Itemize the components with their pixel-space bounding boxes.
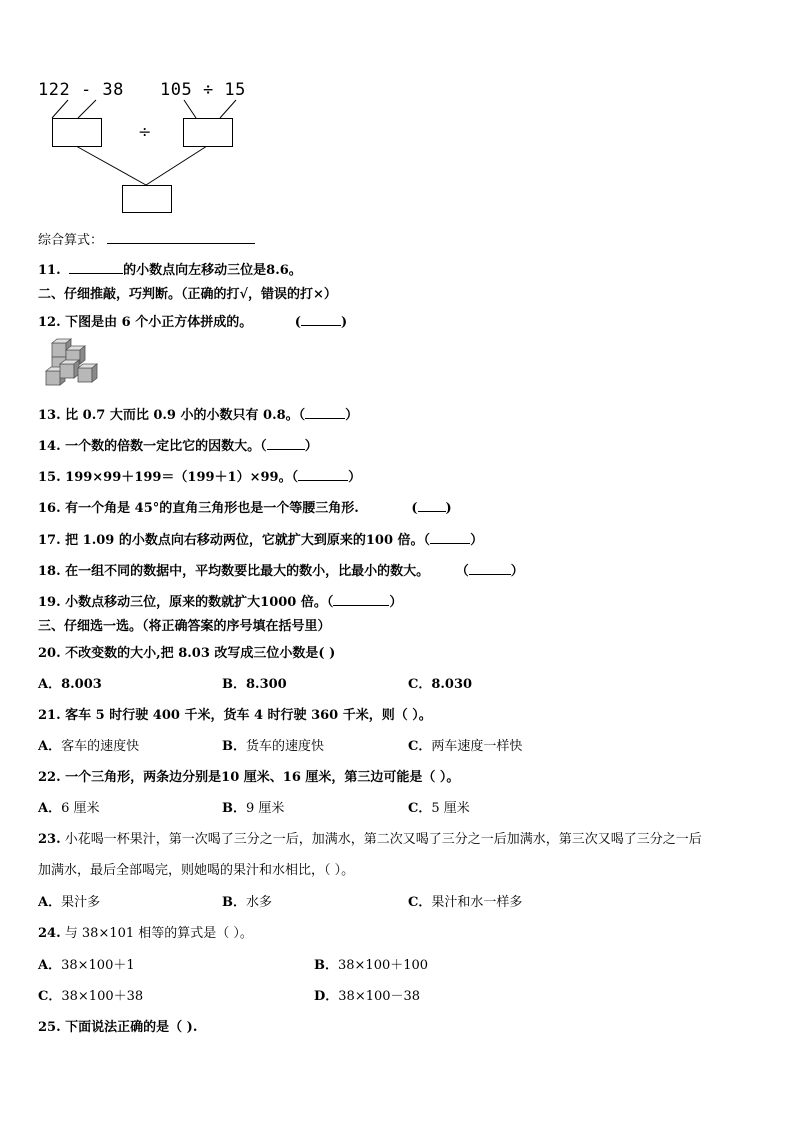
option-b[interactable]: B．9 厘米 [222,801,285,816]
question-text: 小数点移动三位，原来的数就扩大1000 倍。 [65,595,327,610]
question-text: 一个三角形，两条边分别是10 厘米、16 厘米，第三边可能是（ ）。 [65,770,460,785]
question-text: 把 1.09 的小数点向右移动两位，它就扩大到原来的100 倍。 [65,533,424,548]
option-c[interactable]: C．两车速度一样快 [408,739,523,754]
expression-right: 105 ÷ 15 [160,80,246,100]
question-text: 下面说法正确的是（ ). [65,1020,198,1035]
answer-blank[interactable] [305,406,345,419]
question-text: 客车 5 时行驶 400 千米，货车 4 时行驶 360 千米，则（ ）。 [65,708,432,723]
option-b[interactable]: B．货车的速度快 [222,739,325,754]
question-number: 16. [38,501,61,516]
section-3-title: 三、仔细选一选。（将正确答案的序号填在括号里） [38,619,331,634]
question-number: 13. [38,408,61,423]
question-20 [38,646,335,662]
question-text: 199×99＋199＝（199＋1）×99。 [65,470,292,485]
formula-label: 综合算式： [38,233,104,248]
question-number: 17. [38,533,61,548]
question-25 [38,1020,197,1036]
question-text: 下图是由 6 个小正方体拼成的。 [65,315,253,330]
option-b[interactable]: B．水多 [222,895,273,910]
option-a[interactable]: A．果汁多 [38,895,101,910]
question-number: 25. [38,1020,61,1035]
question-text: 不改变数的大小,把 8.03 改写成三位小数是( ) [65,646,336,661]
option-d[interactable]: D．38×100－38 [314,989,421,1004]
question-number: 18. [38,564,61,579]
question-number: 19. [38,595,61,610]
question-22 [38,770,459,786]
expression-left: 122 - 38 [38,80,124,100]
question-21 [38,708,432,724]
question-19: 19. 小数点移动三位，原来的数就扩大1000 倍。（ ） [38,595,403,610]
question-number: 12. [38,315,61,330]
question-text: 的小数点向左移动三位是8.6。 [123,263,302,278]
question-number: 21. [38,708,61,723]
option-a[interactable]: A．6 厘米 [38,801,100,816]
question-23 [38,832,702,848]
question-number: 14. [38,439,61,454]
answer-blank[interactable] [333,593,389,606]
answer-blank[interactable] [418,499,446,512]
question-23-continued: 加满水，最后全部喝完，则她喝的果汁和水相比，（ ）。 [38,863,355,878]
question-number: 20. [38,646,61,661]
question-24 [38,926,253,942]
divide-symbol: ÷ [138,122,152,141]
answer-blank[interactable] [267,437,305,450]
option-b[interactable]: B．38×100＋100 [314,958,429,973]
option-c[interactable]: C．5 厘米 [408,801,470,816]
answer-blank[interactable] [469,562,511,575]
answer-blank[interactable] [298,468,348,481]
section-2-title: 二、仔细推敲，巧判断。（正确的打√，错误的打×） [38,287,337,302]
option-a[interactable]: A．38×100＋1 [38,958,135,973]
question-text: 有一个角是 45°的直角三角形也是一个等腰三角形. [65,501,359,516]
option-c[interactable]: C．果汁和水一样多 [408,895,523,910]
question-13: 13. 比 0.7 大而比 0.9 小的小数只有 0.8。（ ） [38,408,359,423]
question-15: 15. 199×99＋199＝（199＋1）×99。（ ） [38,470,362,485]
question-12: 12. 下图是由 6 个小正方体拼成的。 ( ) [38,315,348,330]
question-number: 23. [38,832,61,847]
question-18: 18. 在一组不同的数据中，平均数要比最大的数小，比最小的数大。 （ ） [38,564,524,579]
question-text: 一个数的倍数一定比它的因数大。 [65,439,261,454]
question-16: 16. 有一个角是 45°的直角三角形也是一个等腰三角形. ( ) [38,501,452,516]
option-c[interactable]: C．8.030 [408,677,473,692]
question-text: 在一组不同的数据中，平均数要比最大的数小，比最小的数大。 [65,564,430,579]
question-number: 15. [38,470,61,485]
question-17: 17. 把 1.09 的小数点向右移动两位，它就扩大到原来的100 倍。（ ） [38,533,484,548]
option-a[interactable]: A．客车的速度快 [38,739,140,754]
cube-stack-icon [0,0,794,400]
option-a[interactable]: A．8.003 [38,677,102,692]
answer-blank[interactable] [430,531,470,544]
question-14: 14. 一个数的倍数一定比它的因数大。（ ） [38,439,318,454]
question-number: 22. [38,770,61,785]
option-b[interactable]: B．8.300 [222,677,287,692]
question-number: 24. [38,926,61,941]
question-number: 11. [38,263,61,278]
question-text: 比 0.7 大而比 0.9 小的小数只有 0.8。 [65,408,299,423]
question-text: 小花喝一杯果汁，第一次喝了三分之一后，加满水，第二次又喝了三分之一后加满水，第三次又喝了三分之一后 [64,832,702,847]
question-text: 与 38×101 相等的算式是（ ）。 [64,926,253,941]
option-c[interactable]: C．38×100＋38 [38,989,144,1004]
